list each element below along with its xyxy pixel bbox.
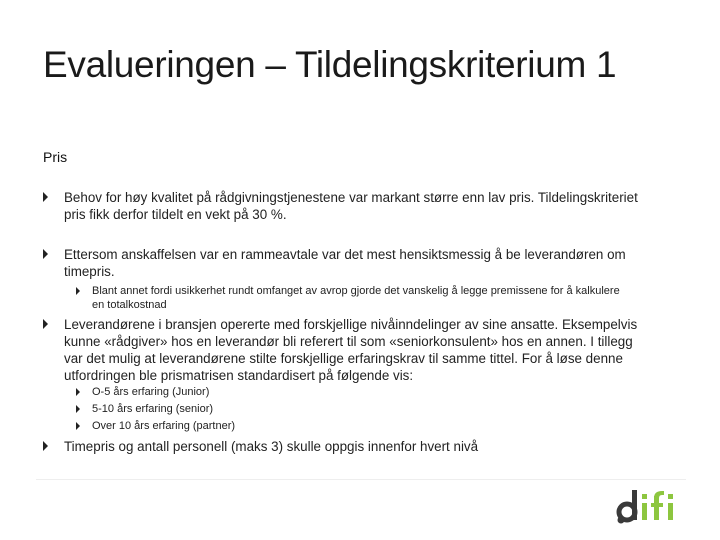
bullet-line: Leverandørene i bransjen opererte med forskjellige nivåinndelinger av sine ansatte. Eksempelvis	[64, 317, 638, 332]
bullet-line: kunne «rådgiver» hos en leverandør bli referert til som «seniorkonsulent» hos en annen. I tillegg	[64, 334, 633, 349]
footer-divider	[36, 479, 686, 480]
sub-bullet-arrow-icon	[76, 422, 80, 430]
bullet-item	[64, 246, 684, 280]
sub-bullet-arrow-icon	[76, 388, 80, 396]
sub-bullet-item	[92, 402, 682, 416]
bullet-line: utfordringen ble prismatrisen standardisert på følgende vis:	[64, 368, 414, 383]
bullet-item	[64, 438, 684, 455]
sub-bullet-item	[92, 419, 682, 433]
sub-bullet-line: Blant annet fordi usikkerhet rundt omfanget av avrop gjorde det vanskelig å legge premissene for å kalkulere	[92, 285, 620, 297]
slide-title: Evalueringen – Tildelingskriterium 1	[43, 44, 617, 85]
bullet-arrow-icon	[43, 319, 48, 329]
difi-logo-icon	[616, 484, 688, 526]
sub-bullet-line: 5-10 års erfaring (senior)	[92, 403, 214, 415]
bullet-item	[64, 316, 684, 384]
sub-bullet-arrow-icon	[76, 287, 80, 295]
sub-bullet-line: Over 10 års erfaring (partner)	[92, 420, 236, 432]
bullet-arrow-icon	[43, 249, 48, 259]
sub-bullet-item	[92, 284, 682, 312]
bullet-line: pris fikk derfor tildelt en vekt på 30 %.	[64, 207, 287, 222]
bullet-arrow-icon	[43, 441, 48, 451]
bullet-line: Behov for høy kvalitet på rådgivningstjenestene var markant større enn lav pris. Tildelingskriteriet	[64, 190, 638, 205]
bullet-item	[64, 189, 684, 223]
sub-bullet-line: en totalkostnad	[92, 299, 167, 311]
sub-bullet-item	[92, 385, 682, 399]
bullet-line: Timepris og antall personell (maks 3) skulle oppgis innenfor hvert nivå	[64, 439, 479, 454]
bullet-arrow-icon	[43, 192, 48, 202]
sub-bullet-line: O-5 års erfaring (Junior)	[92, 386, 210, 398]
section-label: Pris	[43, 149, 68, 165]
sub-bullet-arrow-icon	[76, 405, 80, 413]
bullet-line: Ettersom anskaffelsen var en rammeavtale var det mest hensiktsmessig å be leverandøren om	[64, 247, 626, 262]
bullet-line: timepris.	[64, 264, 115, 279]
bullet-line: var det mulig at leverandørene stilte forskjellige erfaringskrav til samme tittel. For å løse denne	[64, 351, 623, 366]
difi-logo	[616, 484, 688, 531]
